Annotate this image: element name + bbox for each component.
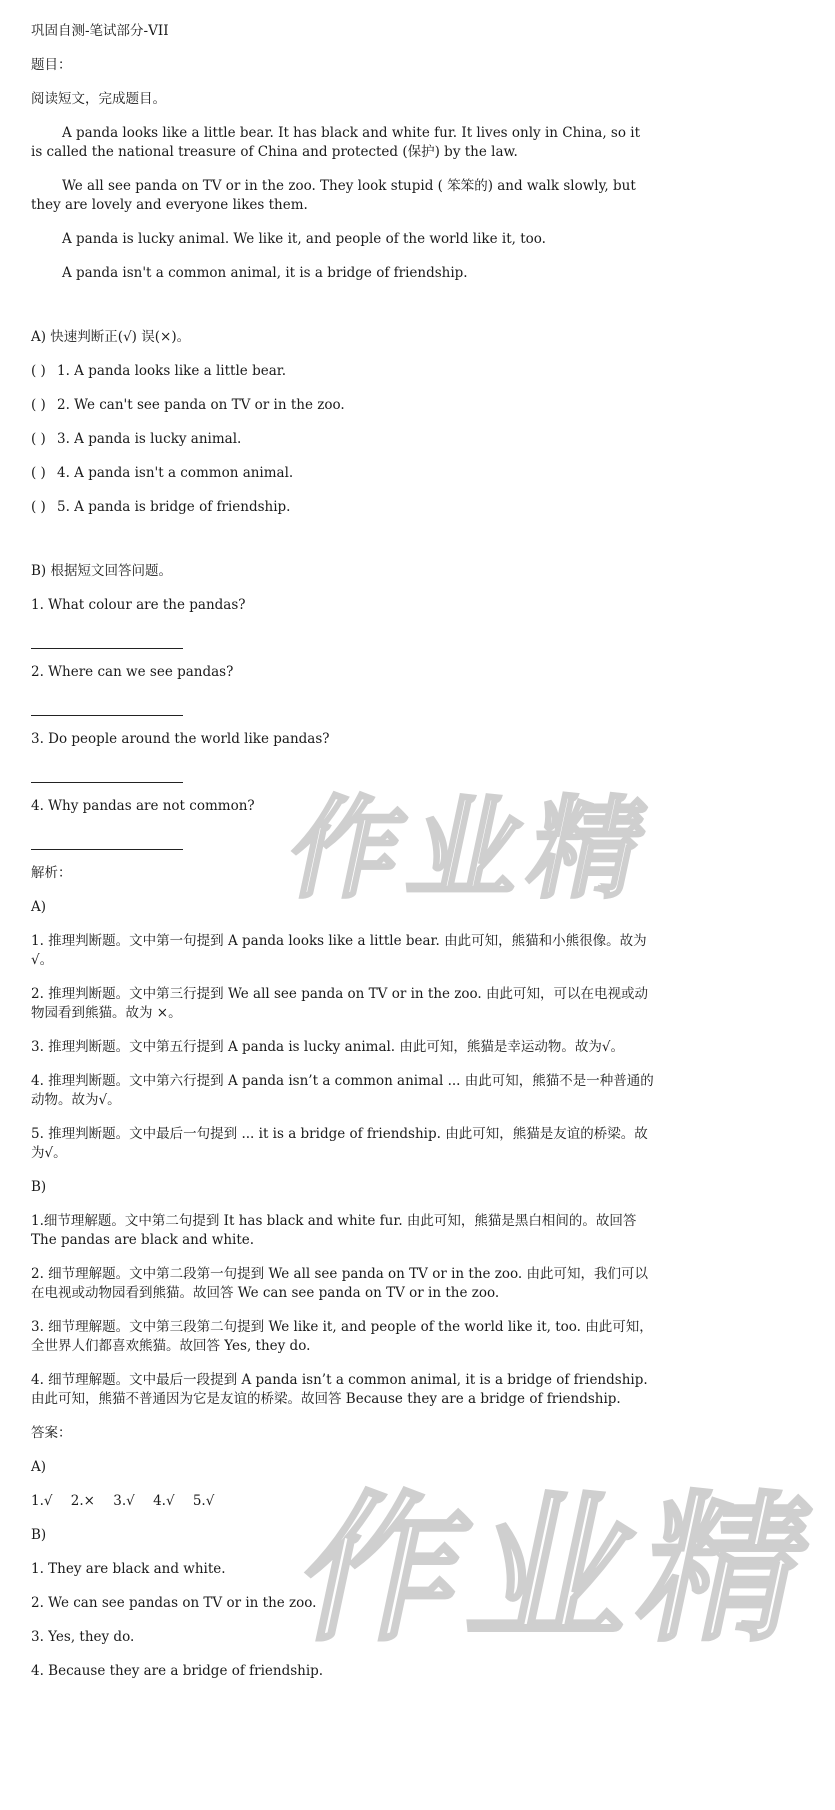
true-false-item: ( ) 1. A panda looks like a little bear. [31,363,287,379]
passage-paragraph: A panda looks like a little bear. It has black and white fur. It lives only in China, so it is called the national treasure of China and protected (保护) by the law. [31,125,641,160]
analysis-item: 3. 细节理解题。文中第三段第二句提到 We like it, and people of the world like it, too. 由此可知，全世界人们都喜欢熊猫。故回答 Yes, they do. [31,1319,653,1354]
reading-passage [31,124,661,283]
true-false-item: ( ) 3. A panda is lucky animal. [31,431,242,447]
answers-a-row [31,1492,661,1511]
answer-value: 1.√ [31,1493,53,1509]
answers-section [31,1424,661,1681]
part-b-title: B) 根据短文回答问题。 [31,563,172,579]
answers-a-label: A) [31,1459,47,1475]
question-item: 4. Why pandas are not common? [31,798,255,814]
analysis-item: 1. 推理判断题。文中第一句提到 A panda looks like a little bear. 由此可知，熊猫和小熊很像。故为√。 [31,933,647,968]
answer-paren: ( ) [31,431,46,447]
analysis-item: 2. 推理判断题。文中第三行提到 We all see panda on TV or in the zoo. 由此可知，可以在电视或动物园看到熊猫。故为 ×。 [31,986,649,1021]
analysis-item: 5. 推理判断题。文中最后一句提到 ... it is a bridge of friendship. 由此可知，熊猫是友谊的桥梁。故为√。 [31,1126,648,1161]
answer-blank-line [31,831,183,850]
answer-paren: ( ) [31,499,46,515]
analysis-section [31,864,661,1409]
page-title: 巩固自测-笔试部分-VII [31,23,169,39]
answer-item: 3. Yes, they do. [31,1629,135,1645]
part-a-section [31,328,661,517]
analysis-item: 1.细节理解题。文中第二句提到 It has black and white fur. 由此可知，熊猫是黑白相间的。故回答 The pandas are black and white. [31,1213,637,1248]
document-page [31,22,666,1696]
answer-blank-line [31,630,183,649]
analysis-item: 2. 细节理解题。文中第二段第一句提到 We all see panda on TV or in the zoo. 由此可知，我们可以在电视或动物园看到熊猫。故回答 We can see panda on TV or in the zoo. [31,1266,649,1301]
answers-b-label: B) [31,1527,47,1543]
analysis-a-label: A) [31,899,47,915]
instruction: 阅读短文，完成题目。 [31,91,166,107]
passage-paragraph: A panda isn't a common animal, it is a bridge of friendship. [62,265,468,281]
question-item: 3. Do people around the world like pandas? [31,731,330,747]
question-label: 题目： [31,57,72,73]
part-a-title: A) 快速判断正(√) 误(×)。 [31,329,191,345]
answer-value: 3.√ [113,1493,135,1509]
question-item: 1. What colour are the pandas? [31,597,246,613]
analysis-item: 3. 推理判断题。文中第五行提到 A panda is lucky animal. 由此可知，熊猫是幸运动物。故为√。 [31,1039,624,1055]
answer-blank-line [31,764,183,783]
question-item: 2. Where can we see pandas? [31,664,234,680]
analysis-label: 解析： [31,865,72,881]
true-false-item: ( ) 2. We can't see panda on TV or in the zoo. [31,397,345,413]
answer-value: 4.√ [153,1493,175,1509]
answer-item: 2. We can see pandas on TV or in the zoo. [31,1595,317,1611]
analysis-item: 4. 推理判断题。文中第六行提到 A panda isn’t a common animal ... 由此可知，熊猫不是一种普通的动物。故为√。 [31,1073,654,1108]
answer-paren: ( ) [31,465,46,481]
watermark-logo: 作业精 [278,785,666,913]
part-b-section [31,562,661,850]
answer-paren: ( ) [31,363,46,379]
analysis-item: 4. 细节理解题。文中最后一段提到 A panda isn’t a common animal, it is a bridge of friendship. 由此可知，熊猫不普通因为它是友谊的桥梁。故回答 Because they are a bridge of friendship. [31,1372,648,1407]
answer-paren: ( ) [31,397,46,413]
answer-value: 5.√ [192,1493,215,1509]
answers-label: 答案： [31,1425,72,1441]
answer-value: 2.× [70,1493,95,1509]
true-false-item: ( ) 5. A panda is bridge of friendship. [31,499,291,515]
true-false-item: ( ) 4. A panda isn't a common animal. [31,465,294,481]
watermark-logo: 作业精 [285,1476,835,1663]
answer-item: 4. Because they are a bridge of friendship. [31,1663,324,1679]
answer-item: 1. They are black and white. [31,1561,226,1577]
passage-paragraph: A panda is lucky animal. We like it, and people of the world like it, too. [62,231,546,247]
answer-blank-line [31,697,183,716]
analysis-b-label: B) [31,1179,47,1195]
passage-paragraph: We all see panda on TV or in the zoo. They look stupid ( 笨笨的) and walk slowly, but they are lovely and everyone likes them. [31,178,636,213]
